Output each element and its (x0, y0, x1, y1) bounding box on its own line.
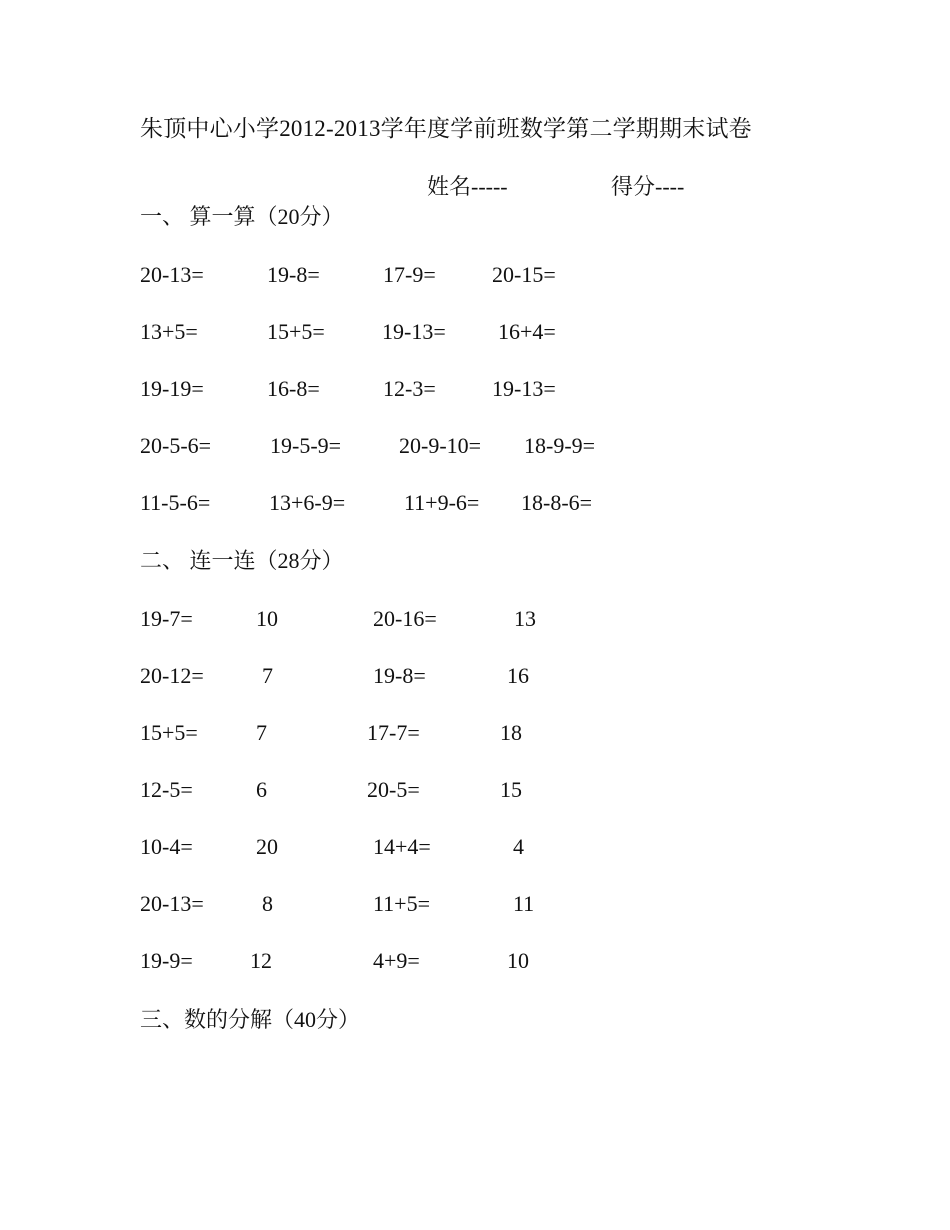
calc-item: 19-19= (140, 376, 204, 401)
match-expression: 11+5= (373, 891, 430, 916)
match-expression: 10-4= (140, 834, 193, 859)
match-answer: 15 (500, 777, 522, 802)
match-answer: 20 (256, 834, 278, 859)
calc-item: 11+9-6= (404, 490, 480, 515)
match-expression: 4+9= (373, 948, 420, 973)
calc-item: 20-5-6= (140, 433, 212, 458)
score-field-label: 得分---- (611, 174, 685, 199)
match-expression: 12-5= (140, 777, 193, 802)
calc-item: 18-8-6= (521, 490, 593, 515)
match-answer: 7 (262, 663, 273, 688)
match-expression: 17-7= (367, 720, 420, 745)
calc-item: 16-8= (267, 376, 320, 401)
match-expression: 20-12= (140, 663, 204, 688)
calc-item: 19-13= (382, 319, 446, 344)
match-expression: 20-5= (367, 777, 420, 802)
match-answer: 10 (256, 606, 278, 631)
match-expression: 15+5= (140, 720, 198, 745)
calc-item: 18-9-9= (524, 433, 596, 458)
calc-item: 13+5= (140, 319, 198, 344)
calc-item: 20-13= (140, 262, 204, 287)
calc-item: 11-5-6= (140, 490, 211, 515)
match-answer: 12 (250, 948, 272, 973)
match-answer: 11 (513, 891, 535, 916)
name-field-label: 姓名----- (427, 174, 508, 199)
match-expression: 14+4= (373, 834, 431, 859)
calc-item: 15+5= (267, 319, 325, 344)
match-answer: 4 (513, 834, 524, 859)
calc-item: 17-9= (383, 262, 436, 287)
calc-item: 12-3= (383, 376, 436, 401)
match-expression: 20-16= (373, 606, 437, 631)
match-answer: 10 (507, 948, 529, 973)
match-answer: 8 (262, 891, 273, 916)
match-answer: 6 (256, 777, 267, 802)
match-expression: 20-13= (140, 891, 204, 916)
match-answer: 18 (500, 720, 522, 745)
calc-item: 19-5-9= (270, 433, 342, 458)
calc-item: 16+4= (498, 319, 556, 344)
section-2-heading: 二、 连一连（28分） (140, 548, 344, 573)
match-answer: 13 (514, 606, 536, 631)
section-1-heading: 一、 算一算（20分） (140, 204, 344, 229)
section-3-heading: 三、数的分解（40分） (140, 1007, 361, 1032)
match-expression: 19-9= (140, 948, 193, 973)
calc-item: 20-15= (492, 262, 556, 287)
calc-item: 20-9-10= (399, 433, 482, 458)
calc-item: 19-8= (267, 262, 320, 287)
match-expression: 19-7= (140, 606, 193, 631)
match-expression: 19-8= (373, 663, 426, 688)
match-answer: 16 (507, 663, 529, 688)
match-answer: 7 (256, 720, 267, 745)
exam-title: 朱顶中心小学2012-2013学年度学前班数学第二学期期末试卷 (140, 116, 752, 141)
calc-item: 13+6-9= (269, 490, 346, 515)
calc-item: 19-13= (492, 376, 556, 401)
